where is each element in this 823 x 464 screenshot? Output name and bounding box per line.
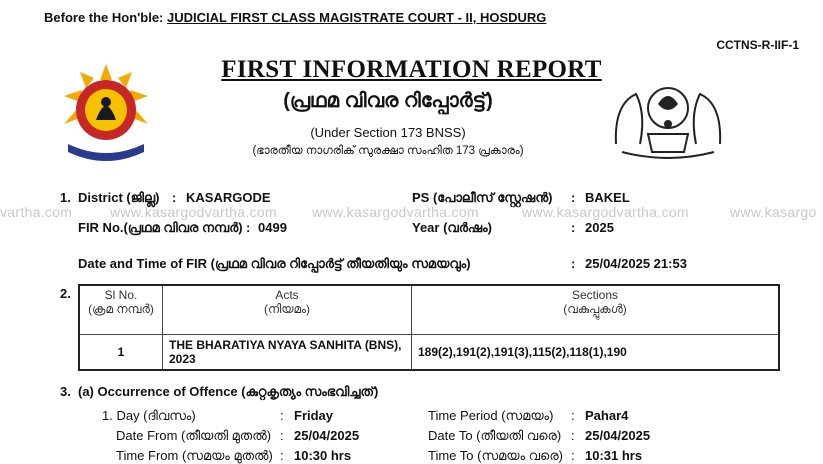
date-to-value: 25/04/2025 [585, 428, 651, 443]
fir-datetime-value: 25/04/2025 21:53 [585, 256, 687, 271]
watermark-text: www.kasargodvartha.com [522, 204, 689, 220]
sl-no-header-label: Sl No. [104, 288, 138, 302]
date-from-label: Date From (തീയതി മുതൽ) [116, 428, 272, 443]
time-period-label: Time Period (സമയം) [428, 408, 554, 423]
acts-header [163, 285, 412, 335]
sl-no-cell: 1 [79, 335, 163, 371]
colon: : [280, 408, 284, 423]
time-from-value: 10:30 hrs [294, 448, 352, 463]
colon: : [571, 428, 575, 443]
ps-label: PS (പോലീസ് സ്റ്റേഷൻ) [412, 190, 553, 205]
watermark-text: www.kasargodvartha.com [312, 204, 479, 220]
colon: : [280, 448, 284, 463]
watermark-text: www.kasargodvartha.com [110, 204, 277, 220]
district-label: District (ജില്ല) [78, 190, 160, 205]
court-name: JUDICIAL FIRST CLASS MAGISTRATE COURT - II, HOSDURG [167, 10, 547, 25]
fir-number-value: 0499 [258, 220, 287, 235]
time-period-value: Pahar4 [585, 408, 629, 423]
date-to-label: Date To (തീയതി വരെ) [428, 428, 562, 443]
act-cell: THE BHARATIYA NYAYA SANHITA (BNS), 2023 [163, 335, 412, 371]
time-from-label: Time From (സമയം മുതൽ) [116, 448, 273, 463]
time-to-value: 10:31 hrs [585, 448, 643, 463]
colon: : [571, 190, 576, 205]
section-reference-malayalam: (ഭാരതീയ നാഗരിക് സുരക്ഷാ സംഹിത 173 പ്രകാരം) [252, 145, 524, 157]
court-prefix: Before the Hon'ble: [44, 10, 164, 25]
year-value: 2025 [585, 220, 614, 235]
watermark-text: vartha.com [0, 204, 73, 220]
sections-header-label-ml: (വകുപ്പുകൾ) [563, 302, 627, 316]
colon: : [246, 220, 251, 235]
colon: : [571, 256, 576, 271]
report-title: FIRST INFORMATION REPORT [221, 56, 602, 83]
colon: : [571, 220, 576, 235]
acts-header-label: Acts [275, 288, 299, 302]
sections-header-label: Sections [571, 288, 619, 302]
report-title-malayalam: (പ്രഥമ വിവര റിപ്പോർട്ട്) [283, 90, 493, 112]
acts-table [78, 284, 780, 371]
colon: : [172, 190, 177, 205]
fir-datetime-label: Date and Time of FIR (പ്രഥമ വിവര റിപ്പോർട്ട് തീയതിയും സമയവും) [78, 256, 471, 271]
colon: : [571, 408, 575, 423]
section-reference: (Under Section 173 BNSS) [310, 125, 466, 140]
section-number: 2. [60, 286, 71, 301]
watermark-text: www.kasargo [730, 204, 817, 220]
sl-no-header [79, 285, 163, 335]
sections-cell: 189(2),191(2),191(3),115(2),118(1),190 [412, 335, 780, 371]
section-number: 3. [60, 384, 71, 399]
court-header [44, 10, 546, 25]
form-code: CCTNS-R-IIF-1 [716, 38, 799, 52]
date-from-value: 25/04/2025 [294, 428, 360, 443]
colon: : [280, 428, 284, 443]
district-value: KASARGODE [186, 190, 271, 205]
acts-header-label-ml: (നിയമം) [263, 302, 311, 316]
day-label: 1. Day (ദിവസം) [102, 408, 196, 423]
occurrence-heading: (a) Occurrence of Offence (കുറ്റകൃത്യം സംഭവിച്ചത്) [78, 384, 379, 399]
day-value: Friday [294, 408, 334, 423]
table-row [79, 335, 779, 371]
table-header-row [79, 285, 779, 335]
time-to-label: Time To (സമയം വരെ) [428, 448, 563, 463]
colon: : [571, 448, 575, 463]
sl-no-header-label-ml: (ക്രമ നമ്പർ) [88, 302, 154, 316]
year-label: Year (വർഷം) [412, 220, 492, 235]
section-number: 1. [60, 190, 71, 205]
sections-header [412, 285, 780, 335]
fir-number-label: FIR No.(പ്രഥമ വിവര നമ്പർ) [78, 220, 243, 235]
ps-value: BAKEL [585, 190, 630, 205]
